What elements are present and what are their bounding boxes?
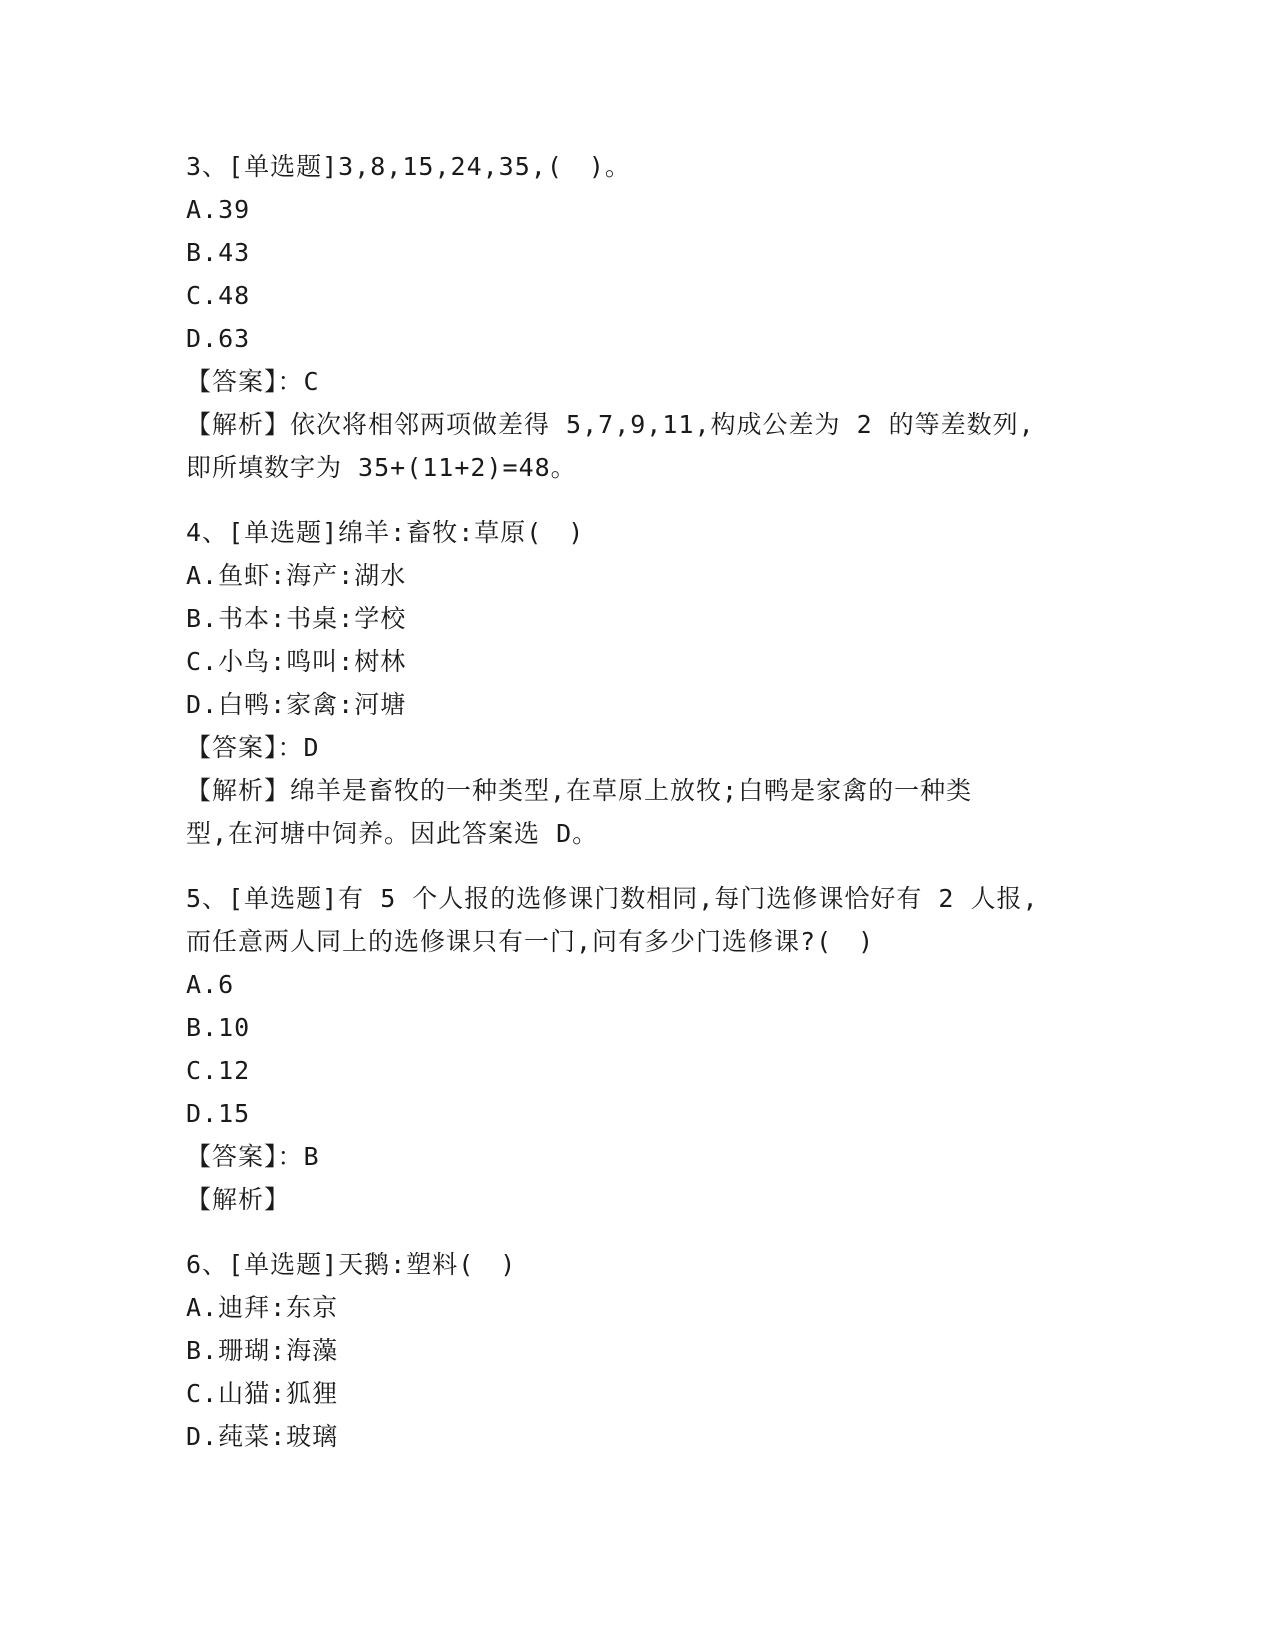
document-page <box>186 145 1086 1458</box>
option-d: D.莼菜:玻璃 <box>186 1422 339 1451</box>
option-a: A.39 <box>186 195 251 224</box>
option-b: B.书本:书桌:学校 <box>186 604 407 633</box>
question-title: 4、[单选题]绵羊:畜牧:草原( ) <box>186 518 585 547</box>
option-b: B.10 <box>186 1013 251 1042</box>
answer-line: 【答案】：B <box>186 1142 320 1171</box>
option-b: B.珊瑚:海藻 <box>186 1336 339 1365</box>
analysis-line: 【解析】绵羊是畜牧的一种类型,在草原上放牧;白鸭是家禽的一种类 <box>186 776 973 805</box>
option-d: D.白鸭:家禽:河塘 <box>186 690 407 719</box>
option-a: A.迪拜:东京 <box>186 1293 339 1322</box>
option-a: A.6 <box>186 970 235 999</box>
analysis-line: 即所填数字为 35+(11+2)=48。 <box>186 453 577 482</box>
option-d: D.63 <box>186 324 251 353</box>
question-title: 5、[单选题]有 5 个人报的选修课门数相同,每门选修课恰好有 2 人报, <box>186 884 1039 913</box>
analysis-line: 型,在河塘中饲养。因此答案选 D。 <box>186 819 599 848</box>
answer-line: 【答案】：D <box>186 733 320 762</box>
question-4 <box>186 511 1086 855</box>
question-6 <box>186 1243 1086 1458</box>
analysis-line: 【解析】 <box>186 1185 291 1214</box>
question-title: 6、[单选题]天鹅:塑料( ) <box>186 1250 517 1279</box>
option-c: C.小鸟:鸣叫:树林 <box>186 647 407 676</box>
question-title: 3、[单选题]3,8,15,24,35,( )。 <box>186 152 631 181</box>
option-a: A.鱼虾:海产:湖水 <box>186 561 407 590</box>
option-c: C.山猫:狐狸 <box>186 1379 339 1408</box>
option-b: B.43 <box>186 238 251 267</box>
option-d: D.15 <box>186 1099 251 1128</box>
question-3 <box>186 145 1086 489</box>
option-c: C.48 <box>186 281 251 310</box>
option-c: C.12 <box>186 1056 251 1085</box>
analysis-line: 【解析】依次将相邻两项做差得 5,7,9,11,构成公差为 2 的等差数列, <box>186 410 1035 439</box>
answer-line: 【答案】：C <box>186 367 320 396</box>
question-title-continued: 而任意两人同上的选修课只有一门,问有多少门选修课?( ) <box>186 927 875 956</box>
question-5 <box>186 877 1086 1221</box>
